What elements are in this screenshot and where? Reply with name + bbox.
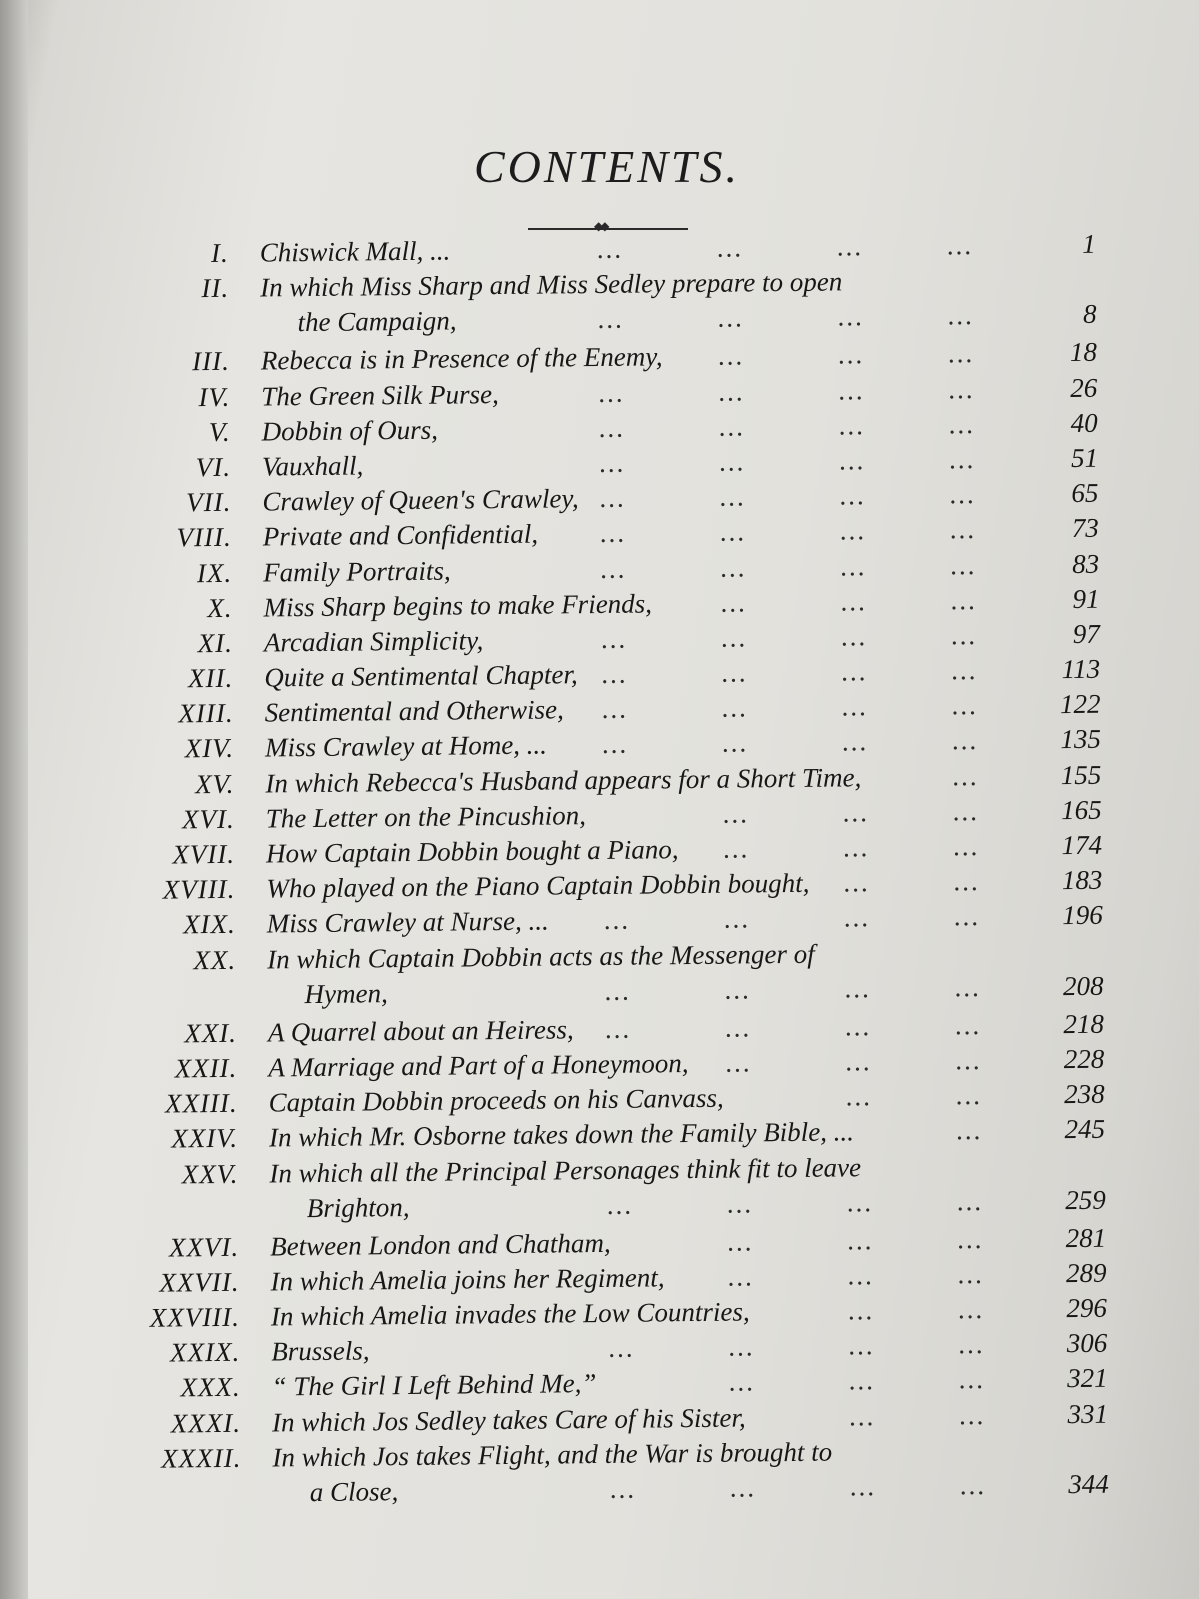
leader-dots: ... bbox=[836, 231, 864, 262]
page-number: 8 bbox=[1082, 299, 1097, 330]
page-number: 196 bbox=[1062, 900, 1103, 931]
chapter-number: XXX. bbox=[180, 1372, 241, 1403]
leader-dots: ... bbox=[947, 300, 974, 331]
page-number: 135 bbox=[1060, 724, 1102, 755]
leader-dots: ... bbox=[596, 233, 624, 264]
chapter-title-continued: Hymen, bbox=[304, 977, 388, 1009]
chapter-title: In which Mr. Osborne takes down the Family Bible, ... bbox=[268, 1116, 855, 1153]
leader-dots: ... bbox=[952, 795, 980, 827]
page-title: CONTENTS. bbox=[473, 141, 741, 192]
page-number: 122 bbox=[1059, 688, 1101, 720]
leader-dots: ... bbox=[848, 1365, 876, 1396]
chapter-title: Chiswick Mall, ... bbox=[259, 235, 451, 268]
leader-dots: ... bbox=[953, 866, 980, 897]
chapter-title-continued: a Close, bbox=[309, 1476, 399, 1508]
leader-dots: ... bbox=[723, 903, 751, 935]
leader-dots: ... bbox=[604, 1013, 632, 1044]
leader-dots: ... bbox=[957, 1258, 984, 1290]
leader-dots: ... bbox=[603, 905, 631, 936]
leader-dots: ... bbox=[949, 514, 977, 545]
page-number: 281 bbox=[1065, 1222, 1107, 1253]
chapter-title: Miss Crawley at Home, ... bbox=[264, 729, 548, 763]
chapter-title: Miss Crawley at Nurse, ... bbox=[266, 905, 549, 939]
chapter-number: III. bbox=[192, 346, 231, 377]
leader-dots: ... bbox=[844, 1010, 872, 1042]
chapter-title: Captain Dobbin proceeds on his Canvass, bbox=[268, 1082, 724, 1118]
leader-dots: ... bbox=[841, 691, 868, 722]
page-number: 40 bbox=[1070, 407, 1098, 438]
leader-dots: ... bbox=[722, 833, 750, 864]
chapter-number: XVII. bbox=[172, 838, 236, 870]
chapter-number: V. bbox=[208, 416, 231, 447]
leader-dots: ... bbox=[606, 1189, 634, 1220]
chapter-number: XX. bbox=[193, 944, 237, 975]
leader-dots: ... bbox=[718, 446, 746, 477]
leader-dots: ... bbox=[724, 1012, 752, 1043]
chapter-title: Quite a Sentimental Chapter, bbox=[264, 659, 578, 693]
leader-dots: ... bbox=[849, 1471, 877, 1502]
leader-dots: ... bbox=[719, 551, 747, 583]
leader-dots: ... bbox=[839, 515, 867, 546]
leader-dots: ... bbox=[950, 584, 977, 615]
leader-dots: ... bbox=[597, 304, 624, 335]
chapter-number: XXXII. bbox=[161, 1442, 242, 1474]
page-number: 344 bbox=[1068, 1468, 1109, 1500]
leader-dots: ... bbox=[609, 1473, 637, 1504]
leader-dots: ... bbox=[728, 1366, 756, 1398]
leader-dots: ... bbox=[840, 621, 868, 652]
page-number: 165 bbox=[1061, 794, 1102, 825]
leader-dots: ... bbox=[604, 975, 631, 1006]
chapter-number: XXVIII. bbox=[149, 1301, 241, 1333]
chapter-number: VIII. bbox=[176, 522, 232, 553]
leader-dots: ... bbox=[598, 377, 625, 408]
ornament-rule bbox=[528, 228, 688, 230]
leader-dots: ... bbox=[845, 1081, 873, 1112]
leader-dots: ... bbox=[722, 798, 750, 829]
chapter-number: XXV. bbox=[181, 1158, 239, 1189]
leader-dots: ... bbox=[949, 549, 977, 580]
leader-dots: ... bbox=[947, 338, 975, 369]
page-number: 51 bbox=[1070, 442, 1099, 473]
chapter-title: A Quarrel about an Heiress, bbox=[267, 1014, 574, 1048]
leader-dots: ... bbox=[720, 587, 747, 618]
leader-dots: ... bbox=[719, 516, 747, 548]
chapter-title: The Green Silk Purse, bbox=[261, 378, 499, 412]
leader-dots: ... bbox=[952, 831, 980, 862]
leader-dots: ... bbox=[725, 1047, 752, 1078]
leader-dots: ... bbox=[845, 1046, 872, 1077]
chapter-number: XV. bbox=[194, 768, 235, 799]
chapter-title: Brussels, bbox=[271, 1335, 370, 1367]
page-number: 155 bbox=[1060, 759, 1102, 790]
page-number: 183 bbox=[1061, 864, 1103, 896]
leader-dots: ... bbox=[847, 1295, 875, 1326]
leader-dots: ... bbox=[842, 796, 870, 828]
page-number: 218 bbox=[1063, 1008, 1105, 1039]
leader-dots: ... bbox=[600, 623, 628, 654]
leader-dots: ... bbox=[838, 445, 866, 476]
leader-dots: ... bbox=[959, 1469, 987, 1501]
leader-dots: ... bbox=[727, 1261, 754, 1292]
chapter-title: Between London and Chatham, bbox=[270, 1227, 611, 1262]
leader-dots: ... bbox=[720, 622, 748, 653]
chapter-title: A Marriage and Part of a Honeymoon, bbox=[268, 1048, 689, 1083]
leader-dots: ... bbox=[949, 479, 976, 510]
page-number: 113 bbox=[1061, 653, 1101, 685]
chapter-number: XXVI. bbox=[168, 1231, 240, 1263]
chapter-number: XIII. bbox=[178, 698, 234, 729]
page-number: 259 bbox=[1065, 1184, 1106, 1215]
chapter-number: II. bbox=[201, 273, 230, 304]
leader-dots: ... bbox=[728, 1331, 755, 1362]
leader-dots: ... bbox=[599, 553, 627, 584]
leader-dots: ... bbox=[953, 901, 981, 932]
leader-dots: ... bbox=[727, 1226, 754, 1257]
page-number: 174 bbox=[1061, 829, 1103, 861]
page-number: 331 bbox=[1067, 1398, 1109, 1429]
page-number: 245 bbox=[1064, 1114, 1106, 1145]
page-number: 26 bbox=[1070, 372, 1098, 403]
leader-dots: ... bbox=[837, 339, 865, 370]
leader-dots: ... bbox=[951, 690, 978, 721]
chapter-title: Miss Sharp begins to make Friends, bbox=[263, 588, 653, 623]
leader-dots: ... bbox=[719, 481, 746, 512]
leader-dots: ... bbox=[951, 725, 979, 756]
page-number: 91 bbox=[1072, 583, 1100, 614]
leader-dots: ... bbox=[599, 518, 627, 549]
leader-dots: ... bbox=[951, 655, 978, 686]
chapter-number: XXVII. bbox=[159, 1266, 240, 1298]
leader-dots: ... bbox=[948, 443, 976, 475]
chapter-title: In which Amelia joins her Regiment, bbox=[270, 1262, 665, 1297]
leader-dots: ... bbox=[716, 232, 744, 263]
chapter-number: XXI. bbox=[184, 1017, 238, 1049]
leader-dots: ... bbox=[957, 1294, 985, 1325]
leader-dots: ... bbox=[950, 619, 978, 651]
page-number: 296 bbox=[1066, 1292, 1108, 1324]
chapter-title: In which Captain Dobbin acts as the Messenger of bbox=[267, 938, 815, 975]
chapter-title: Arcadian Simplicity, bbox=[263, 625, 484, 658]
leader-dots: ... bbox=[717, 340, 745, 372]
chapter-title: How Captain Dobbin bought a Piano, bbox=[265, 834, 679, 869]
leader-dots: ... bbox=[955, 1044, 982, 1076]
leader-dots: ... bbox=[718, 376, 745, 407]
leader-dots: ... bbox=[847, 1260, 874, 1291]
leader-dots: ... bbox=[954, 1009, 982, 1041]
chapter-number: XIX. bbox=[182, 909, 236, 940]
chapter-number: XVIII. bbox=[162, 873, 236, 905]
chapter-title: The Letter on the Pincushion, bbox=[265, 799, 587, 834]
chapter-number: VII. bbox=[186, 486, 232, 518]
page-number: 306 bbox=[1066, 1327, 1108, 1359]
chapter-title: In which Rebecca's Husband appears for a Short Time, bbox=[265, 761, 862, 799]
chapter-number: XI. bbox=[197, 627, 234, 659]
leader-dots: ... bbox=[957, 1223, 984, 1254]
chapter-title: In which all the Principal Personages think fit to leave bbox=[269, 1151, 862, 1188]
leader-dots: ... bbox=[958, 1399, 986, 1430]
chapter-title: Crawley of Queen's Crawley, bbox=[262, 483, 579, 517]
leader-dots: ... bbox=[848, 1330, 875, 1361]
chapter-number: IX. bbox=[196, 557, 233, 588]
page-number: 18 bbox=[1069, 337, 1098, 368]
chapter-number: XXXI. bbox=[170, 1407, 242, 1439]
leader-dots: ... bbox=[721, 657, 748, 688]
leader-dots: ... bbox=[955, 1080, 983, 1111]
leader-dots: ... bbox=[724, 974, 751, 1005]
page-number: 83 bbox=[1071, 548, 1100, 579]
leader-dots: ... bbox=[948, 373, 975, 404]
chapter-title: In which Jos takes Flight, and the War is brought to bbox=[272, 1436, 833, 1473]
chapter-title-continued: the Campaign, bbox=[297, 305, 457, 338]
leader-dots: ... bbox=[846, 1186, 874, 1218]
leader-dots: ... bbox=[841, 726, 869, 757]
chapter-title: Who played on the Piano Captain Dobbin bought, bbox=[266, 867, 810, 904]
chapter-title: Family Portraits, bbox=[262, 555, 451, 588]
leader-dots: ... bbox=[958, 1329, 985, 1360]
page-number: 73 bbox=[1071, 513, 1099, 544]
leader-dots: ... bbox=[721, 692, 748, 723]
chapter-number: X. bbox=[207, 592, 233, 623]
contents-list bbox=[0, 228, 1199, 1518]
leader-dots: ... bbox=[601, 693, 629, 725]
leader-dots: ... bbox=[608, 1332, 635, 1364]
leader-dots: ... bbox=[848, 1400, 876, 1432]
page-number: 228 bbox=[1063, 1043, 1105, 1075]
leader-dots: ... bbox=[598, 447, 626, 478]
leader-dots: ... bbox=[601, 658, 628, 690]
leader-dots: ... bbox=[948, 408, 976, 440]
leader-dots: ... bbox=[717, 302, 744, 334]
chapter-title-continued: Brighton, bbox=[306, 1191, 410, 1223]
chapter-title: In which Amelia invades the Low Countries, bbox=[270, 1296, 750, 1332]
leader-dots: ... bbox=[844, 972, 871, 1004]
leader-dots: ... bbox=[838, 374, 865, 406]
leader-dots: ... bbox=[726, 1188, 754, 1219]
chapter-number: VI. bbox=[195, 451, 232, 483]
chapter-number: XIV. bbox=[184, 733, 235, 764]
chapter-title: Sentimental and Otherwise, bbox=[264, 694, 564, 728]
chapter-number: XXIV. bbox=[171, 1123, 239, 1154]
chapter-title: “ The Girl I Left Behind Me,” bbox=[271, 1368, 597, 1402]
chapter-number: XXII. bbox=[174, 1052, 238, 1084]
chapter-title: Dobbin of Ours, bbox=[261, 414, 439, 447]
chapter-number: IV. bbox=[198, 381, 231, 412]
leader-dots: ... bbox=[729, 1472, 757, 1503]
page-number: 208 bbox=[1062, 970, 1104, 1001]
chapter-title: In which Miss Sharp and Miss Sedley prepare to open bbox=[260, 266, 843, 303]
chapter-number: XXIII. bbox=[164, 1087, 238, 1119]
leader-dots: ... bbox=[952, 760, 979, 791]
leader-dots: ... bbox=[842, 832, 870, 863]
page-number: 238 bbox=[1063, 1078, 1105, 1110]
chapter-title: Private and Confidential, bbox=[262, 518, 539, 552]
page-number: 97 bbox=[1072, 618, 1100, 649]
leader-dots: ... bbox=[847, 1224, 874, 1256]
leader-dots: ... bbox=[838, 409, 866, 441]
chapter-number: XII. bbox=[187, 662, 234, 694]
leader-dots: ... bbox=[955, 1115, 983, 1146]
chapter-title: Vauxhall, bbox=[261, 450, 364, 482]
leader-dots: ... bbox=[946, 230, 974, 261]
leader-dots: ... bbox=[598, 412, 626, 443]
leader-dots: ... bbox=[721, 727, 749, 759]
leader-dots: ... bbox=[841, 656, 868, 687]
leader-dots: ... bbox=[954, 971, 981, 1003]
chapter-number: XVI. bbox=[181, 803, 235, 835]
chapter-number: I. bbox=[210, 237, 229, 269]
leader-dots: ... bbox=[839, 550, 867, 581]
chapter-title: In which Jos Sedley takes Care of his Sister, bbox=[271, 1402, 746, 1438]
leader-dots: ... bbox=[843, 867, 870, 898]
leader-dots: ... bbox=[839, 480, 866, 511]
page-number: 65 bbox=[1071, 477, 1099, 509]
page-number: 289 bbox=[1065, 1257, 1107, 1289]
chapter-number: XXIX. bbox=[169, 1337, 241, 1368]
leader-dots: ... bbox=[601, 729, 629, 760]
page-number: 1 bbox=[1082, 228, 1096, 259]
chapter-title: Rebecca is in Presence of the Enemy, bbox=[260, 341, 663, 376]
page-number: 321 bbox=[1066, 1363, 1108, 1394]
leader-dots: ... bbox=[599, 482, 626, 514]
leader-dots: ... bbox=[956, 1185, 984, 1216]
leader-dots: ... bbox=[958, 1364, 986, 1395]
leader-dots: ... bbox=[718, 411, 746, 442]
leader-dots: ... bbox=[843, 902, 871, 933]
leader-dots: ... bbox=[837, 301, 864, 332]
leader-dots: ... bbox=[840, 585, 867, 617]
